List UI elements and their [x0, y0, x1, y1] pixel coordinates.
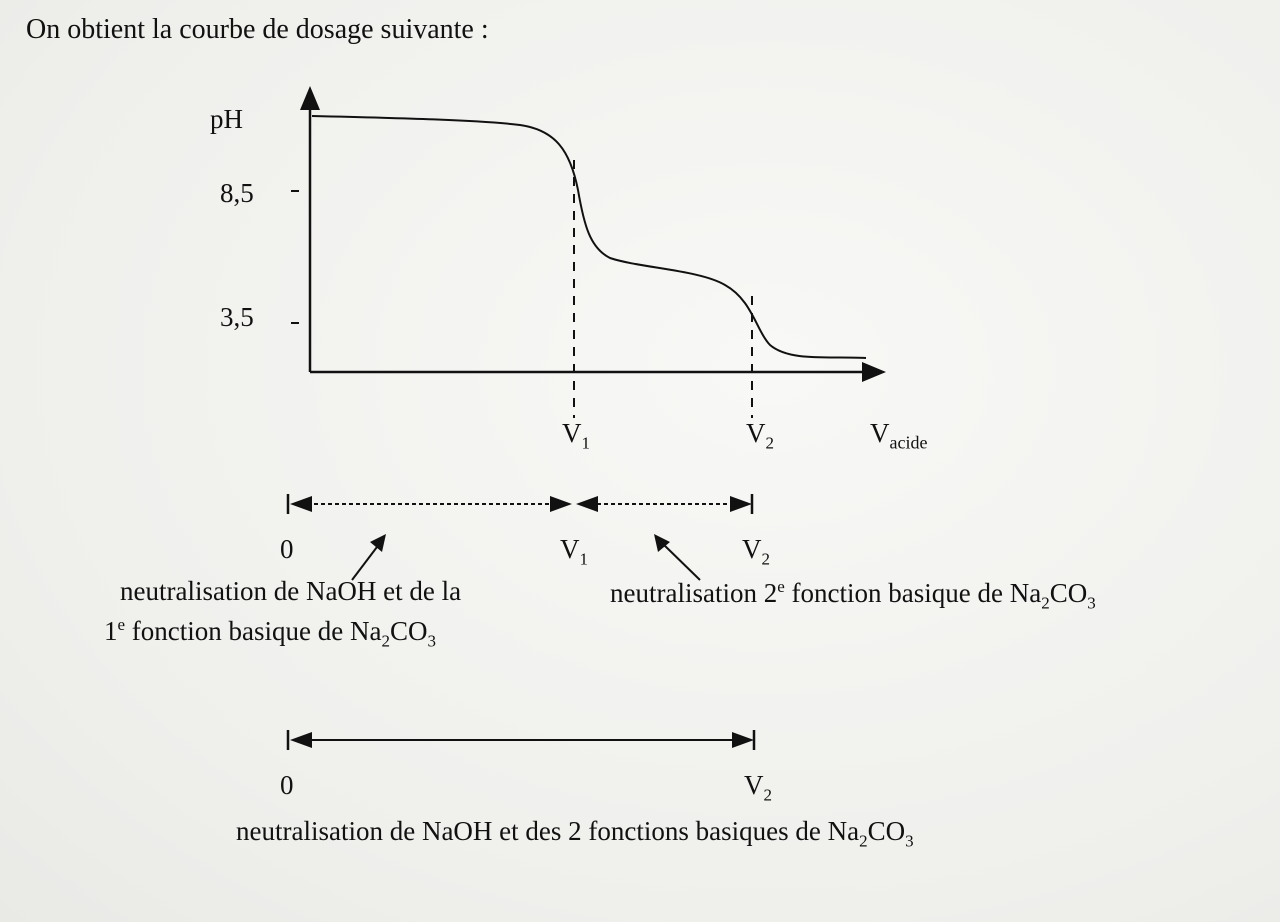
scale1-v2-label: $V_2$: [742, 534, 770, 569]
x-axis-arrowhead: [862, 362, 886, 382]
scale1-zero-label: 0: [280, 534, 294, 564]
caption-left-line2: 1e fonction basique de $Na_2CO_3$: [104, 615, 436, 651]
caption-left-pointer: [352, 543, 380, 580]
caption-right: neutralisation 2e fonction basique de $Na_2CO_3$: [610, 577, 1096, 613]
scale1-v1-arrowhead-left: [576, 496, 598, 512]
page-heading: On obtient la courbe de dosage suivante :: [26, 14, 489, 45]
chart-v2-label: $V_2$: [746, 418, 774, 453]
caption-left-pointer-head: [370, 534, 386, 552]
scale2-caption: neutralisation de NaOH et des 2 fonctions basiques de $Na_2CO_3$: [236, 816, 914, 851]
scale2-v2-label: $V_2$: [744, 770, 772, 805]
scale1-v1-label: $V_1$: [560, 534, 588, 569]
y-axis-label: pH: [210, 104, 243, 134]
scale1-v2-arrowhead-right: [730, 496, 752, 512]
titration-curve: [312, 116, 866, 358]
x-axis-label: $V_{acide}$: [870, 418, 928, 453]
chart-v1-label: $V_1$: [562, 418, 590, 453]
y-axis-arrowhead: [300, 86, 320, 110]
y-tick-label-low: 3,5: [220, 302, 254, 332]
y-tick-label-high: 8,5: [220, 178, 254, 208]
scale2-right-arrowhead: [732, 732, 754, 748]
scale1-v1-arrowhead-right: [550, 496, 572, 512]
caption-right-pointer: [662, 543, 700, 580]
caption-left-line1: neutralisation de NaOH et de la: [120, 576, 462, 606]
scale2-zero-label: 0: [280, 770, 294, 800]
